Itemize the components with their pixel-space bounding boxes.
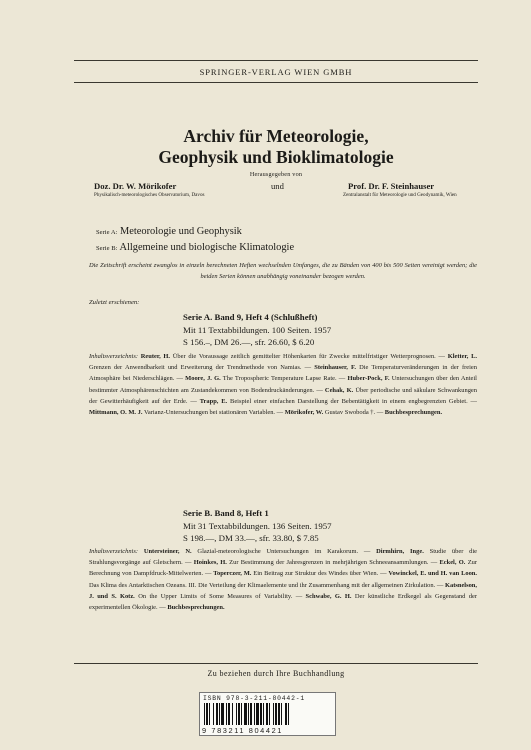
barcode-bar bbox=[281, 703, 282, 725]
issue-b-price: S 198.—, DM 33.—, sfr. 33.80, $ 7.85 bbox=[183, 533, 319, 544]
contents-entry-text: On the Upper Limits of Some Measures of Variability. — bbox=[134, 592, 306, 600]
issue-b-block bbox=[183, 507, 332, 545]
barcode-bar bbox=[263, 703, 264, 725]
contents-a-entries bbox=[89, 353, 477, 416]
issue-a-head: Serie A. Band 9, Heft 4 (Schlußheft) bbox=[183, 312, 318, 322]
barcode-bar bbox=[260, 703, 262, 725]
contents-author: Schwabe, G. H. bbox=[305, 592, 352, 600]
contents-author: Moore, J. G. bbox=[185, 375, 221, 383]
contents-entry-text: Der künstliche Erdkegel als Gegenstand der experimentellen Ökologie. — bbox=[89, 592, 478, 612]
barcode-bar bbox=[213, 703, 214, 725]
journal-title bbox=[74, 126, 478, 168]
contents-author: Toperczer, M. bbox=[213, 570, 252, 578]
editor-conjunction: und bbox=[271, 181, 284, 191]
recently-published-label: Zuletzt erschienen: bbox=[89, 299, 140, 306]
contents-entry-text: Über die Voraussage zeitlich gemittelter Höhenkarten für Zwecke mittelfristiger Wetterprognosen. — bbox=[170, 353, 448, 360]
contents-author: Vowinckel, E. und H. van Loon. bbox=[388, 570, 478, 578]
contents-entry-text: Über periodische und säkulare Schwankungen der Gewitterhäufigkeit auf der Erde. — bbox=[89, 386, 477, 405]
contents-author: Mörikofer, W. bbox=[284, 409, 324, 417]
contents-entry-text: Untersuchungen über den Anteil bestimmter Atmosphärenschichten am Zustandekommen von Bodendruckänderungen. — bbox=[89, 375, 477, 394]
contents-entry-text: Das Klima des Antarktischen Ozeans. III. Die Verteilung der Klimaelemente und ihr Zusammenhang mit der allgemeinen Zirkulation. — bbox=[89, 581, 445, 589]
contents-author: Cehak, K. bbox=[324, 386, 354, 394]
series-b-name: Allgemeine und biologische Klimatologie bbox=[119, 242, 295, 253]
contents-author: Untersteiner, N. bbox=[143, 548, 192, 555]
title-line-1: Archiv für Meteorologie, bbox=[183, 126, 369, 146]
contents-a bbox=[89, 351, 477, 418]
barcode-bar bbox=[250, 703, 252, 725]
contents-a-label: Inhaltsverzeichnis: bbox=[89, 353, 138, 360]
contents-entry-text: Glazial-meteorologische Untersuchungen im Karakorum. — bbox=[191, 548, 377, 555]
contents-author: Huber-Pock, F. bbox=[347, 375, 390, 383]
contents-entry-text: Beispiel einer einfachen Darstellung der Bebentätigkeit in einem engbegrenzten Gebiet. — bbox=[227, 397, 477, 405]
barcode-bar bbox=[204, 703, 205, 725]
contents-entry-text: Die Temperaturveränderungen in der freien Atmosphäre bei Niederschlägen. — bbox=[89, 364, 477, 383]
barcode-bar bbox=[269, 703, 270, 725]
edited-by: Herausgegeben von bbox=[249, 171, 303, 178]
publisher-rule bbox=[74, 82, 478, 83]
series-a-prefix: Serie A: bbox=[96, 229, 118, 236]
barcode-bar bbox=[236, 703, 237, 725]
contents-entry-text: Varianz-Untersuchungen bei stationären Variablen. — bbox=[142, 409, 285, 417]
contents-author: Mittmann, O. M. J. bbox=[89, 409, 143, 417]
barcode-bar bbox=[228, 703, 230, 725]
barcode-bar bbox=[209, 703, 210, 725]
barcode-bar bbox=[288, 703, 289, 725]
barcode-bar bbox=[232, 703, 233, 725]
contents-b-label: Inhaltsverzeichnis: bbox=[89, 548, 138, 555]
series-b-prefix: Serie B: bbox=[96, 245, 118, 252]
contents-entry-text: Zur Bestimmung der Jahresgrenzen in mehrjährigen Schneeansammlungen. — bbox=[226, 559, 440, 567]
issue-a-price: S 156.–, DM 26.—, sfr. 26.60, $ 6.20 bbox=[183, 337, 315, 348]
contents-author: Reuter, H. bbox=[140, 353, 171, 360]
contents-entry-text: Gustav Swoboda †. — bbox=[323, 409, 385, 417]
barcode-number: 9 783211 804421 bbox=[202, 726, 283, 735]
barcode-bar bbox=[248, 703, 249, 725]
editor-2-affiliation: Zentralanstalt für Meteorologie und Geodynamik, Wien bbox=[343, 192, 457, 198]
isbn-barcode-box bbox=[199, 692, 336, 736]
contents-entry-text: Studie über die Strahlungsvorgänge auf Gletschern. — bbox=[89, 548, 478, 567]
contents-b-entries bbox=[89, 548, 477, 611]
editor-1-name: Doz. Dr. W. Mörikofer bbox=[94, 181, 177, 191]
issue-b-head: Serie B. Band 8, Heft 1 bbox=[183, 508, 269, 518]
barcode-bar bbox=[216, 703, 218, 725]
contents-b bbox=[89, 546, 477, 613]
contents-entry-text: The Tropospheric Temperature Lapse Rate. — bbox=[220, 375, 348, 383]
barcode-bar bbox=[285, 703, 287, 725]
series-b-line bbox=[96, 242, 294, 253]
editor-2-name: Prof. Dr. F. Steinhauser bbox=[348, 181, 435, 191]
contents-author: Hoinkes, H. bbox=[193, 559, 227, 567]
barcode-bar bbox=[206, 703, 208, 725]
barcode-bar bbox=[273, 703, 274, 725]
barcode-bar bbox=[219, 703, 220, 725]
editor-1-affiliation: Physikalisch-meteorologisches Observatorium, Davos bbox=[94, 192, 205, 198]
barcode-bar bbox=[256, 703, 259, 725]
publisher-name: SPRINGER-VERLAG WIEN GMBH bbox=[199, 67, 353, 77]
contents-entry-text: Grenzen der Anwendbarkeit und Erweiterung der Trendmethode von Namias. — bbox=[89, 364, 315, 372]
barcode-bar bbox=[241, 703, 242, 725]
barcode-bar bbox=[221, 703, 224, 725]
isbn-text: ISBN 978-3-211-80442-1 bbox=[203, 695, 305, 702]
barcode-bar bbox=[244, 703, 247, 725]
barcode-bar bbox=[238, 703, 240, 725]
contents-author: Buchbesprechungen. bbox=[384, 409, 443, 417]
contents-author: Eckel, O. bbox=[439, 559, 466, 567]
barcode-bar bbox=[254, 703, 255, 725]
contents-author: Katsnelson, J. und S. Kotz. bbox=[89, 581, 477, 600]
top-rule bbox=[74, 60, 478, 61]
title-line-2: Geophysik und Bioklimatologie bbox=[158, 147, 394, 167]
bottom-rule bbox=[74, 663, 478, 664]
issue-b-details: Mit 31 Textabbildungen. 136 Seiten. 1957 bbox=[183, 520, 332, 531]
series-a-name: Meteorologie und Geophysik bbox=[120, 226, 242, 237]
contents-entry-text: Zur Berechnung von Dampfdruck-Mittelwerten. — bbox=[89, 559, 477, 578]
order-note: Zu beziehen durch Ihre Buchhandlung bbox=[207, 669, 345, 678]
barcode-image bbox=[203, 703, 332, 725]
contents-author: Kletter, L. bbox=[447, 353, 477, 360]
barcode-bar bbox=[275, 703, 277, 725]
barcode-bar bbox=[226, 703, 227, 725]
issue-a-block bbox=[183, 311, 331, 349]
issue-a-details: Mit 11 Textabbildungen. 100 Seiten. 1957 bbox=[183, 324, 332, 335]
series-a-line bbox=[96, 226, 242, 237]
contents-author: Dirmhirn, Inge. bbox=[376, 548, 424, 555]
contents-author: Trapp, E. bbox=[199, 397, 228, 405]
barcode-bar bbox=[278, 703, 280, 725]
contents-author: Buchbesprechungen. bbox=[167, 604, 225, 612]
contents-author: Steinhauser, F. bbox=[314, 364, 356, 372]
contents-entry-text: Ein Beitrag zur Struktur des Windes über Wien. — bbox=[251, 570, 389, 578]
intro-text: Die Zeitschrift erscheint zwanglos in einzeln berechneten Heften wechselnden Umfanges, die zu Bänden von 400 bis 500 Seiten vereinigt werden; die beiden Serien können unabhängig voneinander bezogen werden. bbox=[89, 262, 477, 280]
barcode-bar bbox=[266, 703, 268, 725]
